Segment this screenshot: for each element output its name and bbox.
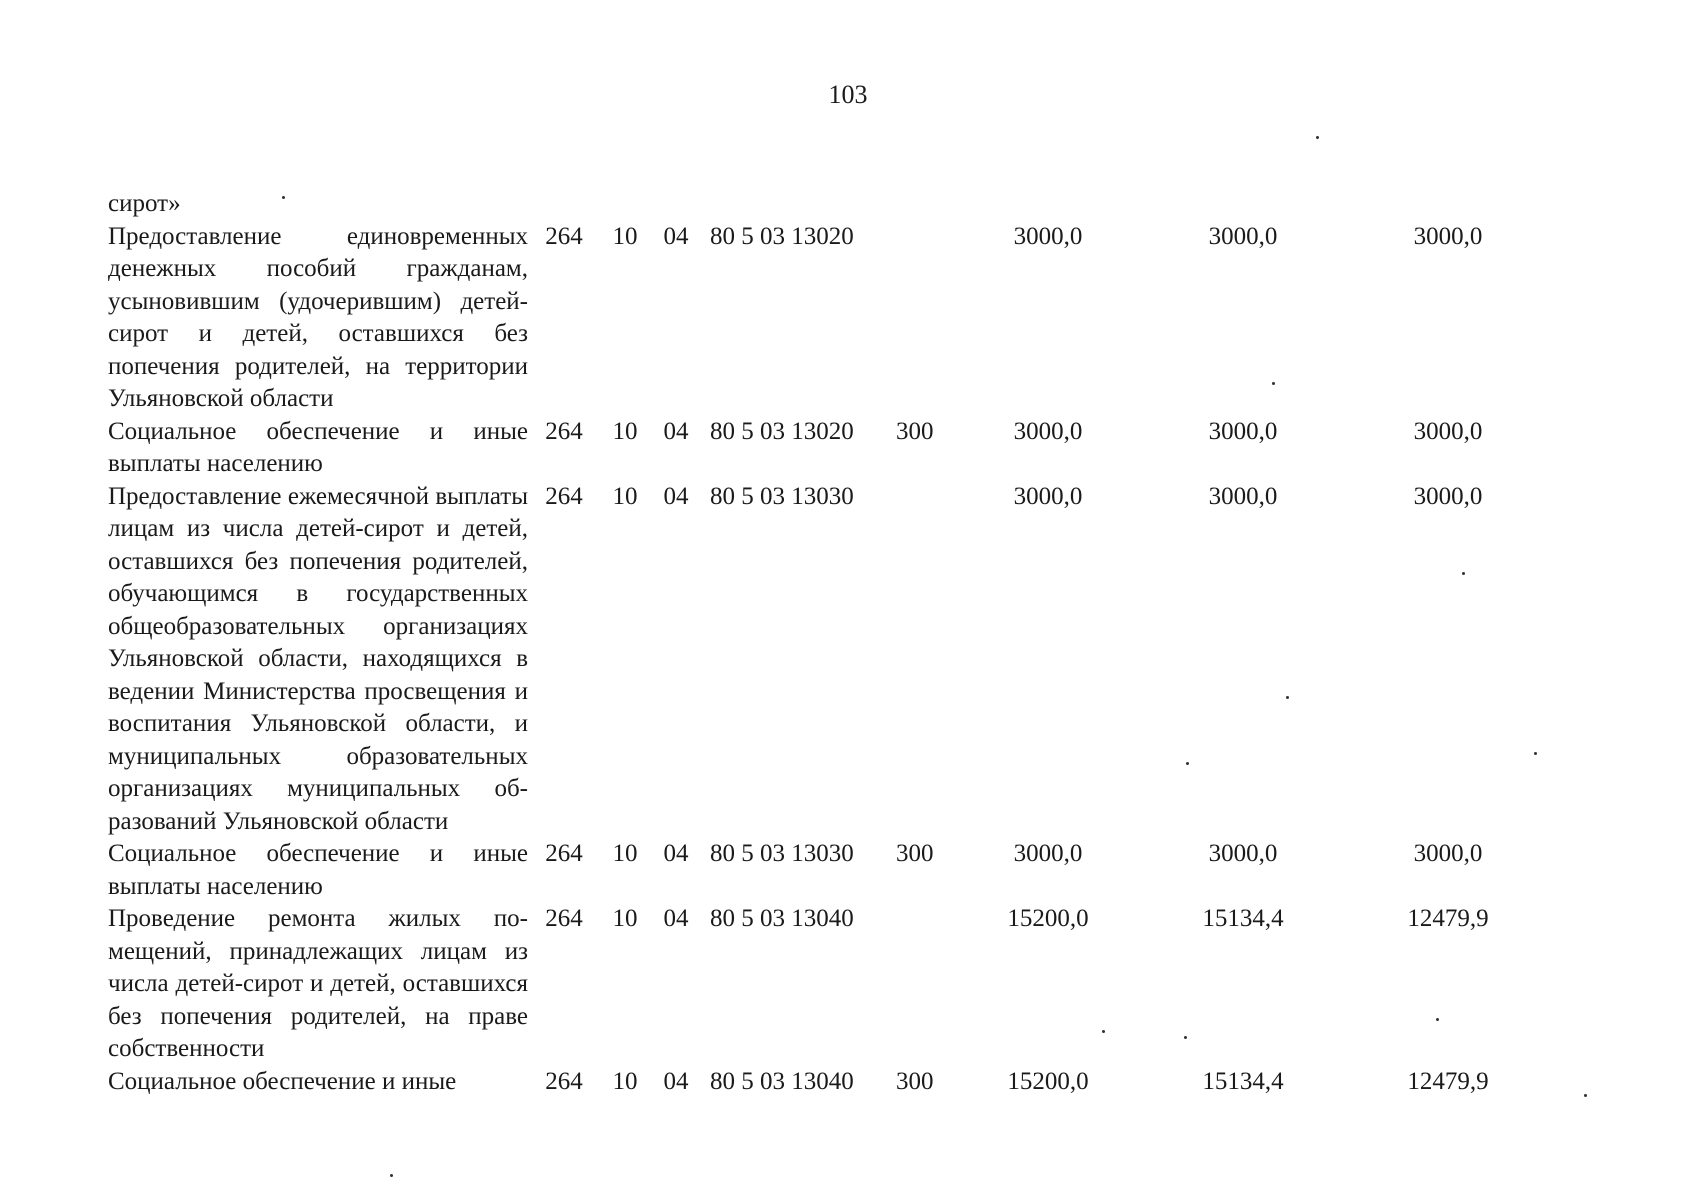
table-row (108, 188, 1548, 221)
scan-speck (1584, 1094, 1587, 1097)
table-row (108, 838, 1548, 903)
cell-rz: 10 (612, 840, 638, 867)
cell-name: Социальное обеспечение и иные (108, 1067, 457, 1095)
scan-speck (390, 1174, 393, 1177)
cell-ved: 264 (545, 905, 583, 932)
cell-pr: 04 (663, 417, 689, 445)
cell-year1: 3000,0 (1013, 840, 1083, 867)
budget-table (108, 188, 1548, 1098)
table-row (108, 1066, 1548, 1099)
cell-ved: 264 (545, 222, 583, 250)
cell-csr (702, 188, 896, 221)
cell-vr (896, 481, 958, 839)
cell-pr: 04 (663, 905, 689, 932)
cell-year3: 3000,0 (1413, 482, 1483, 510)
cell-rz: 10 (612, 417, 638, 445)
scan-speck (282, 196, 285, 199)
cell-year3: 12479,9 (1407, 905, 1489, 932)
scan-speck (1184, 1036, 1187, 1039)
cell-year3: 3000,0 (1413, 222, 1483, 250)
cell-pr: 04 (663, 482, 689, 510)
cell-year3: 12479,9 (1407, 1067, 1489, 1095)
scan-speck (1186, 762, 1189, 765)
cell-rz: 10 (612, 1067, 638, 1095)
cell-pr: 04 (663, 1067, 689, 1095)
scan-speck (1286, 696, 1289, 699)
scan-speck (1534, 752, 1537, 755)
cell-pr: 04 (663, 840, 689, 867)
cell-pr (650, 188, 702, 221)
cell-year1: 15200,0 (1007, 1067, 1089, 1095)
cell-year2 (1138, 188, 1348, 221)
cell-vr: 300 (896, 1067, 934, 1095)
cell-year3 (1348, 188, 1548, 221)
cell-ved: 264 (545, 417, 583, 445)
cell-name: Предоставление единовременных денежных пособий гражданам, усыновившим (удочерившим) детей-сирот и детей, оставшихся без попечения родителей, на территории Ульяновской области (108, 222, 528, 412)
cell-year1: 3000,0 (1013, 482, 1083, 510)
cell-rz: 10 (612, 905, 638, 932)
cell-name: сирот» (108, 190, 181, 217)
scan-speck (1436, 1018, 1439, 1021)
cell-year2: 15134,4 (1202, 1067, 1284, 1095)
cell-name: Проведение ремонта жилых помещений, принадлежащих лицам из числа детей-сирот и детей, оставшихся без попечения родителей, на праве собственности (108, 905, 528, 1062)
cell-year2: 3000,0 (1208, 417, 1278, 445)
cell-year3: 3000,0 (1413, 840, 1483, 867)
scan-speck (1272, 382, 1275, 385)
cell-ved: 264 (545, 1067, 583, 1095)
cell-ved: 264 (545, 840, 583, 867)
cell-pr: 04 (663, 222, 689, 250)
cell-vr (896, 188, 958, 221)
cell-vr (896, 221, 958, 416)
cell-year2: 15134,4 (1202, 905, 1284, 932)
page-number: 103 (828, 80, 868, 109)
cell-vr: 300 (896, 840, 934, 867)
cell-csr: 80 5 03 13040 (710, 1067, 854, 1095)
cell-name: Социальное обеспечение и иные выплаты населению (108, 840, 528, 900)
cell-name: Предоставление ежемесячной выплаты лицам из числа детей-сирот и детей, оставшихся без попечения родителей, обучающимся в государственных общеобразовательных организациях Ульяновской области, находящихся в ведении Министерства просвещения и воспитания Ульяновской области, и муниципальных образовательных организациях муниципальных образований Ульяновской области (108, 482, 528, 835)
cell-ved: 264 (545, 482, 583, 510)
cell-vr: 300 (896, 417, 934, 445)
cell-rz (600, 188, 650, 221)
cell-year1: 15200,0 (1007, 905, 1089, 932)
table-row (108, 416, 1548, 481)
cell-csr: 80 5 03 13020 (710, 222, 854, 250)
cell-year3: 3000,0 (1413, 417, 1483, 445)
cell-csr: 80 5 03 13020 (710, 417, 854, 445)
cell-year2: 3000,0 (1208, 482, 1278, 510)
cell-csr: 80 5 03 13030 (710, 482, 854, 510)
scan-speck (1102, 1030, 1105, 1033)
cell-csr: 80 5 03 13030 (710, 840, 854, 867)
cell-year2: 3000,0 (1208, 840, 1278, 867)
cell-rz: 10 (612, 482, 638, 510)
cell-year1 (958, 188, 1138, 221)
cell-csr: 80 5 03 13040 (710, 905, 854, 932)
cell-year1: 3000,0 (1013, 222, 1083, 250)
scan-speck (1462, 572, 1465, 575)
table-row (108, 903, 1548, 1066)
table-row (108, 481, 1548, 839)
cell-ved (528, 188, 600, 221)
cell-year1: 3000,0 (1013, 417, 1083, 445)
table-row (108, 221, 1548, 416)
scan-speck (1316, 136, 1319, 139)
cell-vr (896, 903, 958, 1066)
cell-name: Социальное обеспечение и иные выплаты населению (108, 417, 528, 477)
cell-rz: 10 (612, 222, 638, 250)
cell-year2: 3000,0 (1208, 222, 1278, 250)
